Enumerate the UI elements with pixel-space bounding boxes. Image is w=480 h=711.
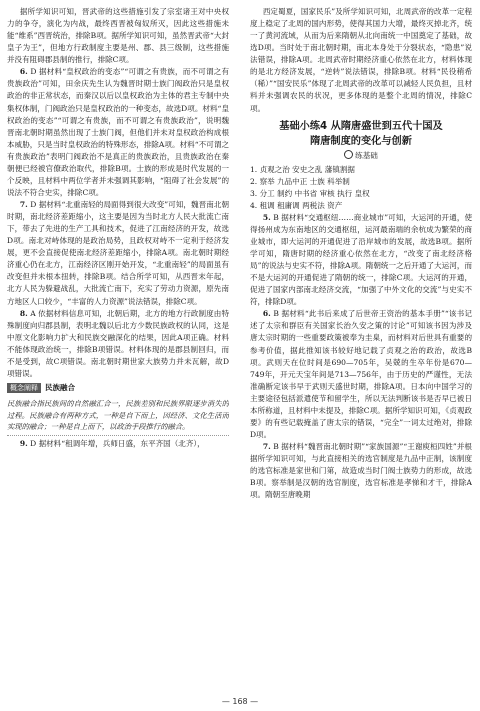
- answer-q8: [7, 308, 229, 380]
- answer-q7: [250, 441, 472, 501]
- answer-text: D 据材料“北重南轻的局面得到很大改变”可知，魏晋南北朝时期，南北经济差距缩小，这主要是因为当时北方人民大批流亡南下，带去了先进的生产工具和技术，促进了江南经济的开发，故选D项。南北对峙体现的是政治局势，且政权对峙不一定利于经济发展，更不会直接促使南北经济差距缩小，排除A项。南北朝时期经济重心仍在北方，江南经济区刚开始开发，“北重南轻”的局面虽有改变但并未根本扭转，排除B项。结合所学可知，从西晋末年起，北方人民为躲避战乱，大批流亡南下，充实了劳动力资源，原先南方地区人口较少，“丰富的人力资源”说法错误，排除C项。: [7, 200, 229, 306]
- section-title-line2: 隋唐制度的变化与创新: [310, 135, 412, 147]
- question-number: 5.: [262, 212, 271, 222]
- answer-q9: [7, 438, 229, 450]
- question-number: 9.: [19, 438, 28, 448]
- answer-text: A 依据材料信息可知，北朝后期，北方的地方行政制度由特殊制度向归郡县制，表明北魏以后北方少数民族政权的认同，这是中原文化影响力扩大和民族交融深化的结果，因此A项正确。材料不能体现政治统一，排除B项错误。材料体现的是郡县制回归，而不是受到，故C项错误。南北朝时期世家大族势力并未瓦解，故D项错误。: [7, 308, 229, 378]
- fill-answer-4: 4. 租调 租庸调 两税法 资产: [250, 200, 343, 210]
- right-column: [250, 6, 472, 694]
- concept-header: [7, 382, 229, 394]
- circle-mark-icon: [344, 150, 353, 159]
- question-number: 8.: [19, 308, 28, 318]
- answer-q6: [250, 308, 472, 441]
- answer-text: D 据材料“租调年增，兵师日盛，东平齐国（北齐），: [30, 438, 205, 448]
- answer-text: B 据材料“交通枢纽……商业城市”可知，大运河的开通，使得扬州成为东南地区的交通枢纽，运河最南端的余杭成为繁荣的商业城市，即大运河的开通促进了沿岸城市的发展，故选B项。据所学可知，隋唐时期的经济重心依然在北方，“改变了南北经济格局”的说法与史实不符，排除A项。隋朝统一之后开通了大运河，而不是大运河的开通促进了隋朝的统一，排除C项。大运河的开通，促进了国家内部南北经济交流，“加强了中外文化的交流”与史实不符，排除D项。: [250, 212, 472, 307]
- section-subtitle: [250, 150, 472, 162]
- answer-q6: [7, 66, 229, 199]
- concept-body: 民族融合指民族间的自然融汇合一，民族差别和民族界限逐步消失的过程。民族融合有两种方式，一种是自下而上，因经济、文化生活而实现的融合；一种是自上而下，以政治手段推行的融合。: [7, 396, 229, 436]
- question-number: 6.: [19, 67, 28, 77]
- question-number: 6.: [262, 309, 271, 319]
- page-number: — 168 —: [221, 697, 259, 706]
- answer-text: B 据材料“魏晋南北朝时期”“家族国源”“王谢庾桓四姓”并根据所学知识可知，与此直接相关的选官制度是九品中正制，该制度的选官标准是家世和门第，故造成当时门阀士族势力的形成，故选B项。察举制是汉朝的选官制度，选官标准是孝悌和才干，排除A项。隋朝至唐晚期: [250, 442, 472, 500]
- fill-answer-3: 3. 分工 制约 中书省 审核 执行 皇权: [250, 188, 370, 198]
- paragraph-q5-continued: 据所学知识可知，晋武帝的这些措施引发了宗室诸王对中央权力的争夺，演化为内战，最终西晋被匈奴所灭，因此这些措施未能“维系”西晋统治，排除B项。据所学知识可知，虽然晋武帝“大封皇子为王”，但地方行政制度主要是州、郡、县三级制，这些措施并没有阻碍郡县制的推行，排除C项。: [7, 7, 229, 65]
- answer-text: B 据材料“此书后来成了后世帝王资治的基本手册”“该书记述了太宗和群臣有关国家长治久安之策的讨论”可知该书因为涉及唐太宗时期的一些重要政策被奉为圭臬，而材料对后世具有重要的参考价值，据此推知该书较好地记载了贞观之治的政治，故选B项。武则天在位时间是690—705年，吴兢的生卒年份是670—749年，开元天宝年间是713—756年，由于历史的严谨性，无法准确断定该书早于武则天盛世时期，排除A项。日本向中国学习的主要途径包括派遣使节和留学生，所以无法判断该书是否早已被日本所称道，且材料中未提及，排除C项。据所学知识可知，《贞观政要》的有些记载掩盖了唐太宗的错误，“完全”一词太过绝对，排除D项。: [250, 309, 472, 439]
- section-title-line1: 基础小练4 从隋唐盛世到五代十国及: [279, 120, 443, 132]
- concept-title: 民族融合: [45, 382, 75, 392]
- fill-answer-2: 2. 察举 九品中正 士族 科举制: [250, 176, 350, 186]
- answer-q7: [7, 199, 229, 308]
- question-number: 7.: [19, 200, 28, 209]
- section-subtitle-text: 练基础: [355, 150, 378, 160]
- answer-text: D 据材料“皇权政治的变态”“可谓之有贵族，而不可谓之有贵族政治”可知，田余庆先生认为魏晋时期士族门阀政治只是皇权政治的非正常状态，而秦汉以后以皇权政治为主体的君主专制中央集权体制，门阀政治只是皇权政治的一种变态，故选D项。材料“皇权政治的变态”“可谓之有贵族，而不可谓之有贵族政治”，说明魏晋南北朝时期虽然出现了士族门阀，但他们并未对皇权政治构成根本威胁，只是当时皇权政治的特殊形态，排除A项。材料“不可谓之有贵族政治”表明门阀政治不是真正的贵族政治，且贵族政治在秦朝便已经被官僚政治取代，排除B项。士族的形成是时代发展的一个反映，且材料中两位学者并未强调其影响，“阻碍了社会发展”的说法不符合史实，排除C项。: [7, 67, 229, 197]
- left-column: [7, 6, 229, 694]
- question-number: 7.: [262, 442, 271, 451]
- answer-q5: [250, 212, 472, 309]
- concept-tag: 概念阐释: [7, 383, 41, 393]
- paragraph-q9-continued: 西定蜀夏，国家民乐”及所学知识可知，北周武帝的改革一定程度上稳定了北周的国内形势，使得其国力大增，最终灭掉北齐，统一了黄河流域，从而为后来隋朝从北向南统一中国奠定了基础，故选D项。当时处于南北朝时期，南北本身处于分裂状态，“隐患”说法错误，排除A项。北周武帝时期经济重心依然在北方，材料体现的是北方经济发展，“逆转”说法错误，排除B项。材料“民役稍希（稀）”“国安民乐”体现了北周武帝的改革可以减轻人民负担，且材料并未强调农民的状况，更多体现的是整个北周的情况，排除C项。: [250, 7, 472, 113]
- fill-answer-1: 1. 贞观之治 安史之乱 藩镇割据: [250, 164, 355, 174]
